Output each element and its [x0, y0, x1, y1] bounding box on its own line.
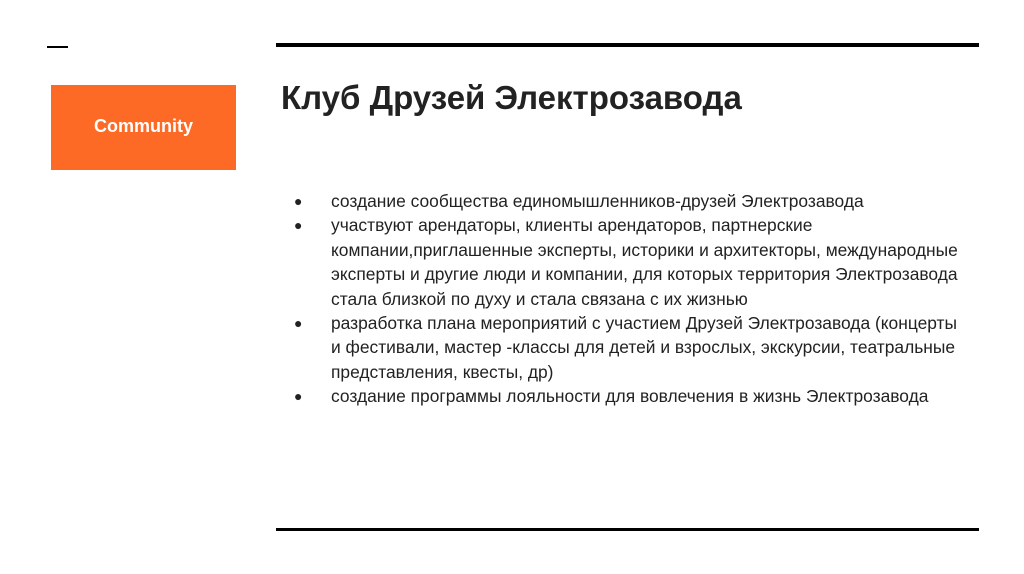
bullet-icon: ● [294, 315, 303, 332]
bullet-text: создание сообщества единомышленников-друзей Электрозавода [331, 191, 864, 211]
bullet-item [290, 213, 970, 311]
bullet-text: создание программы лояльности для вовлечения в жизнь Электрозавода [331, 386, 929, 407]
bullet-text: участвуют арендаторы, клиенты арендаторов, партнерские компании,приглашенные эксперты, историки и архитекторы, международные эксперты и другие люди и компании, для которых территория Электрозавода стала близкой по духу и стала связана с их жизнью [331, 215, 958, 309]
slide-title: Клуб Друзей Электрозавода [281, 79, 742, 116]
community-tag-label: Community [94, 116, 193, 136]
bullet-item [290, 384, 970, 408]
bullet-icon: ● [294, 217, 303, 234]
bullet-text: разработка плана мероприятий с участием Друзей Электрозавода (концерты и фестивали, мастер -классы для детей и взрослых, экскурсии, театральные представления, квесты, др) [331, 313, 958, 382]
bottom-divider [276, 528, 979, 531]
community-tag [51, 85, 236, 170]
bullet-icon: ● [294, 193, 303, 209]
bullet-icon: ● [294, 388, 303, 405]
bullet-item [290, 189, 970, 213]
bullet-list [290, 189, 970, 409]
top-divider [276, 43, 979, 47]
bullet-item [290, 311, 970, 384]
corner-dash-decoration [47, 46, 68, 48]
